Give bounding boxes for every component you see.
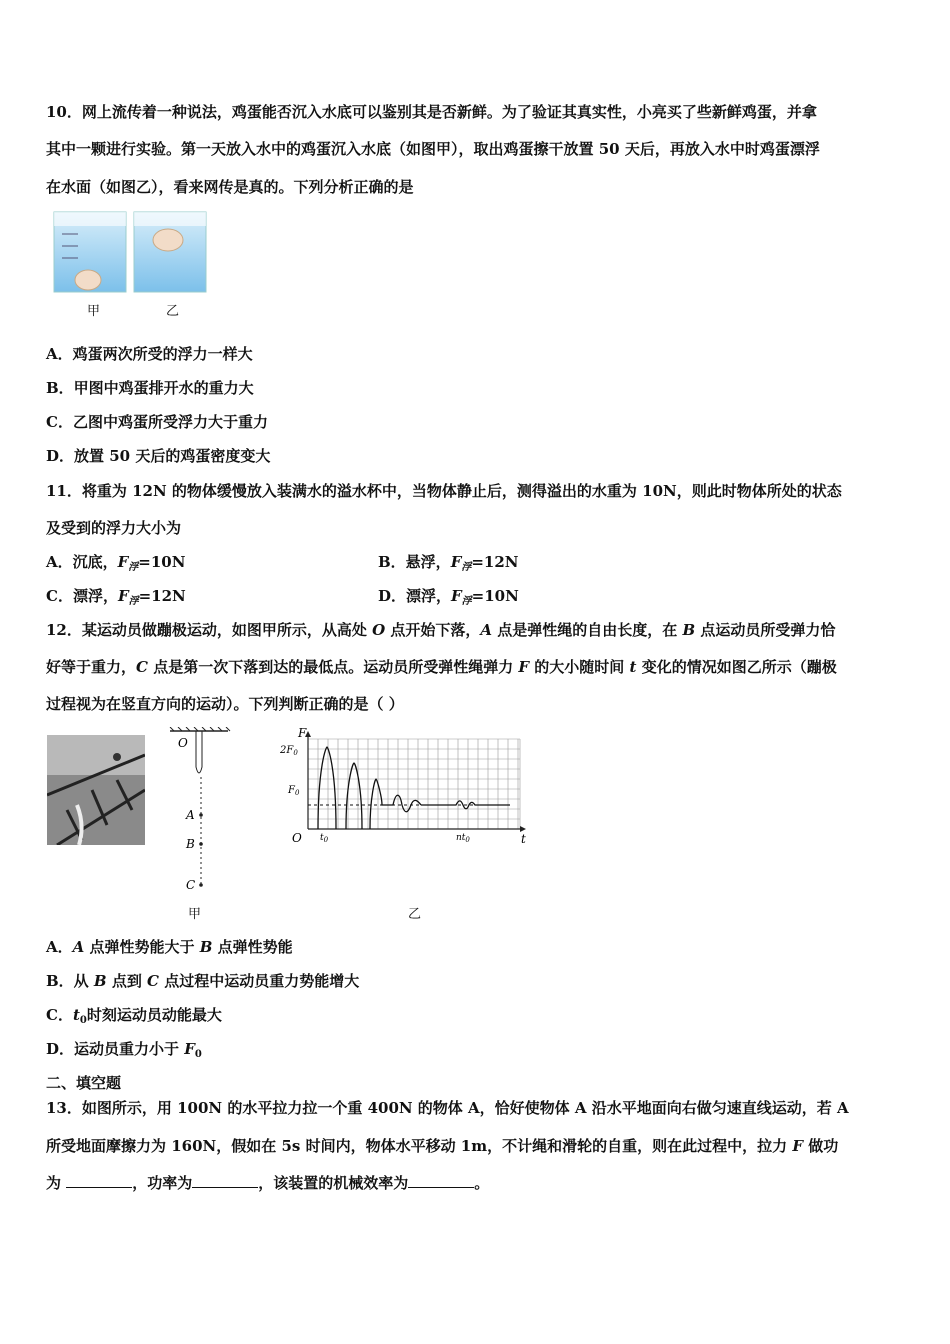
force-time-graph	[278, 727, 530, 845]
fig-caption-yi: 乙	[408, 907, 422, 922]
q12-option-c: C．$t_0$时刻运动员动能最大	[46, 1006, 222, 1026]
fig-label-jia: 甲	[87, 304, 101, 319]
origin-label: O	[292, 831, 302, 845]
q12-line2: 好等于重力，C 点是第一次下落到达的最低点。运动员所受弹性绳弹力 F 的大小随时间 t 变化的情况如图乙所示（蹦极	[46, 658, 837, 676]
fig-label-yi: 乙	[166, 304, 180, 319]
bungee-diagram	[168, 727, 238, 899]
q11-option-c: C．漂浮，$F_浮=12N$	[46, 587, 186, 607]
answer-blank-work[interactable]	[66, 1173, 132, 1188]
egg-sunk	[75, 270, 101, 290]
point-c-label: C	[186, 878, 196, 892]
q11-line1: 11．将重为 12N 的物体缓慢放入装满水的溢水杯中，当物体静止后，测得溢出的水重为 10N，则此时物体所处的状态	[46, 482, 842, 500]
answer-blank-efficiency[interactable]	[408, 1173, 474, 1188]
q12-line3: 过程视为在竖直方向的运动）。下列判断正确的是（ ）	[46, 695, 404, 713]
point-o-label: O	[178, 736, 188, 750]
point-a-label: A	[186, 808, 195, 822]
q11-option-a: A．沉底，$F_浮=10N$	[46, 553, 186, 573]
beaker-jia	[54, 212, 126, 292]
q11-option-b: B．悬浮，$F_浮=12N$	[378, 553, 519, 573]
q12-option-a: A．A 点弹性势能大于 B 点弹性势能	[46, 938, 293, 956]
egg-floating	[153, 229, 183, 251]
xtick-t0: $t_0$	[320, 833, 329, 844]
axis-t-label: t	[521, 832, 526, 845]
q12-option-d: D．运动员重力小于 $F_0$	[46, 1040, 202, 1060]
q13-line2: 所受地面摩擦力为 160N，假如在 5s 时间内，物体水平移动 1m，不计绳和滑轮的自重，则在此过程中，拉力 F 做功	[46, 1137, 839, 1155]
q10-option-d: D．放置 50 天后的鸡蛋密度变大	[46, 447, 271, 465]
xtick-nt0: $nt_0$	[456, 833, 470, 844]
q10-line2: 其中一颗进行实验。第一天放入水中的鸡蛋沉入水底（如图甲），取出鸡蛋擦干放置 50 天后，再放入水中时鸡蛋漂浮	[46, 140, 820, 158]
q13-line3: 为 ，功率为 ，该装置的机械效率为 。	[46, 1174, 490, 1192]
q10-line1: 10．网上流传着一种说法，鸡蛋能否沉入水底可以鉴别其是否新鲜。为了验证其真实性，小亮买了些新鲜鸡蛋，并拿	[46, 103, 817, 121]
point-b-label: B	[186, 837, 195, 851]
beaker-figure	[52, 210, 208, 296]
axis-f-label: F	[298, 727, 307, 740]
q13-line1: 13．如图所示，用 100N 的水平拉力拉一个重 400N 的物体 A，恰好使物体 A 沿水平地面向右做匀速直线运动，若 A	[46, 1099, 849, 1117]
ytick-2f0: $2F_0$	[280, 745, 298, 757]
ytick-f0: $F_0$	[288, 785, 300, 797]
q11-option-d: D．漂浮，$F_浮=10N$	[378, 587, 519, 607]
q12-line1: 12．某运动员做蹦极运动，如图甲所示，从高处 O 点开始下落，A 点是弹性绳的自由长度，在 B 点运动员所受弹力恰	[46, 621, 836, 639]
q10-option-a: A．鸡蛋两次所受的浮力一样大	[46, 345, 253, 363]
answer-blank-power[interactable]	[192, 1173, 258, 1188]
q11-line2: 及受到的浮力大小为	[46, 519, 182, 537]
bungee-photo	[47, 735, 145, 845]
q10-option-c: C．乙图中鸡蛋所受浮力大于重力	[46, 413, 268, 431]
q10-line3: 在水面（如图乙），看来网传是真的。下列分析正确的是	[46, 178, 414, 196]
section-title: 二、填空题	[46, 1074, 122, 1092]
q10-option-b: B．甲图中鸡蛋排开水的重力大	[46, 379, 254, 397]
fig-caption-jia: 甲	[188, 907, 202, 922]
q12-option-b: B．从 B 点到 C 点过程中运动员重力势能增大	[46, 972, 360, 990]
beaker-yi	[134, 212, 206, 292]
